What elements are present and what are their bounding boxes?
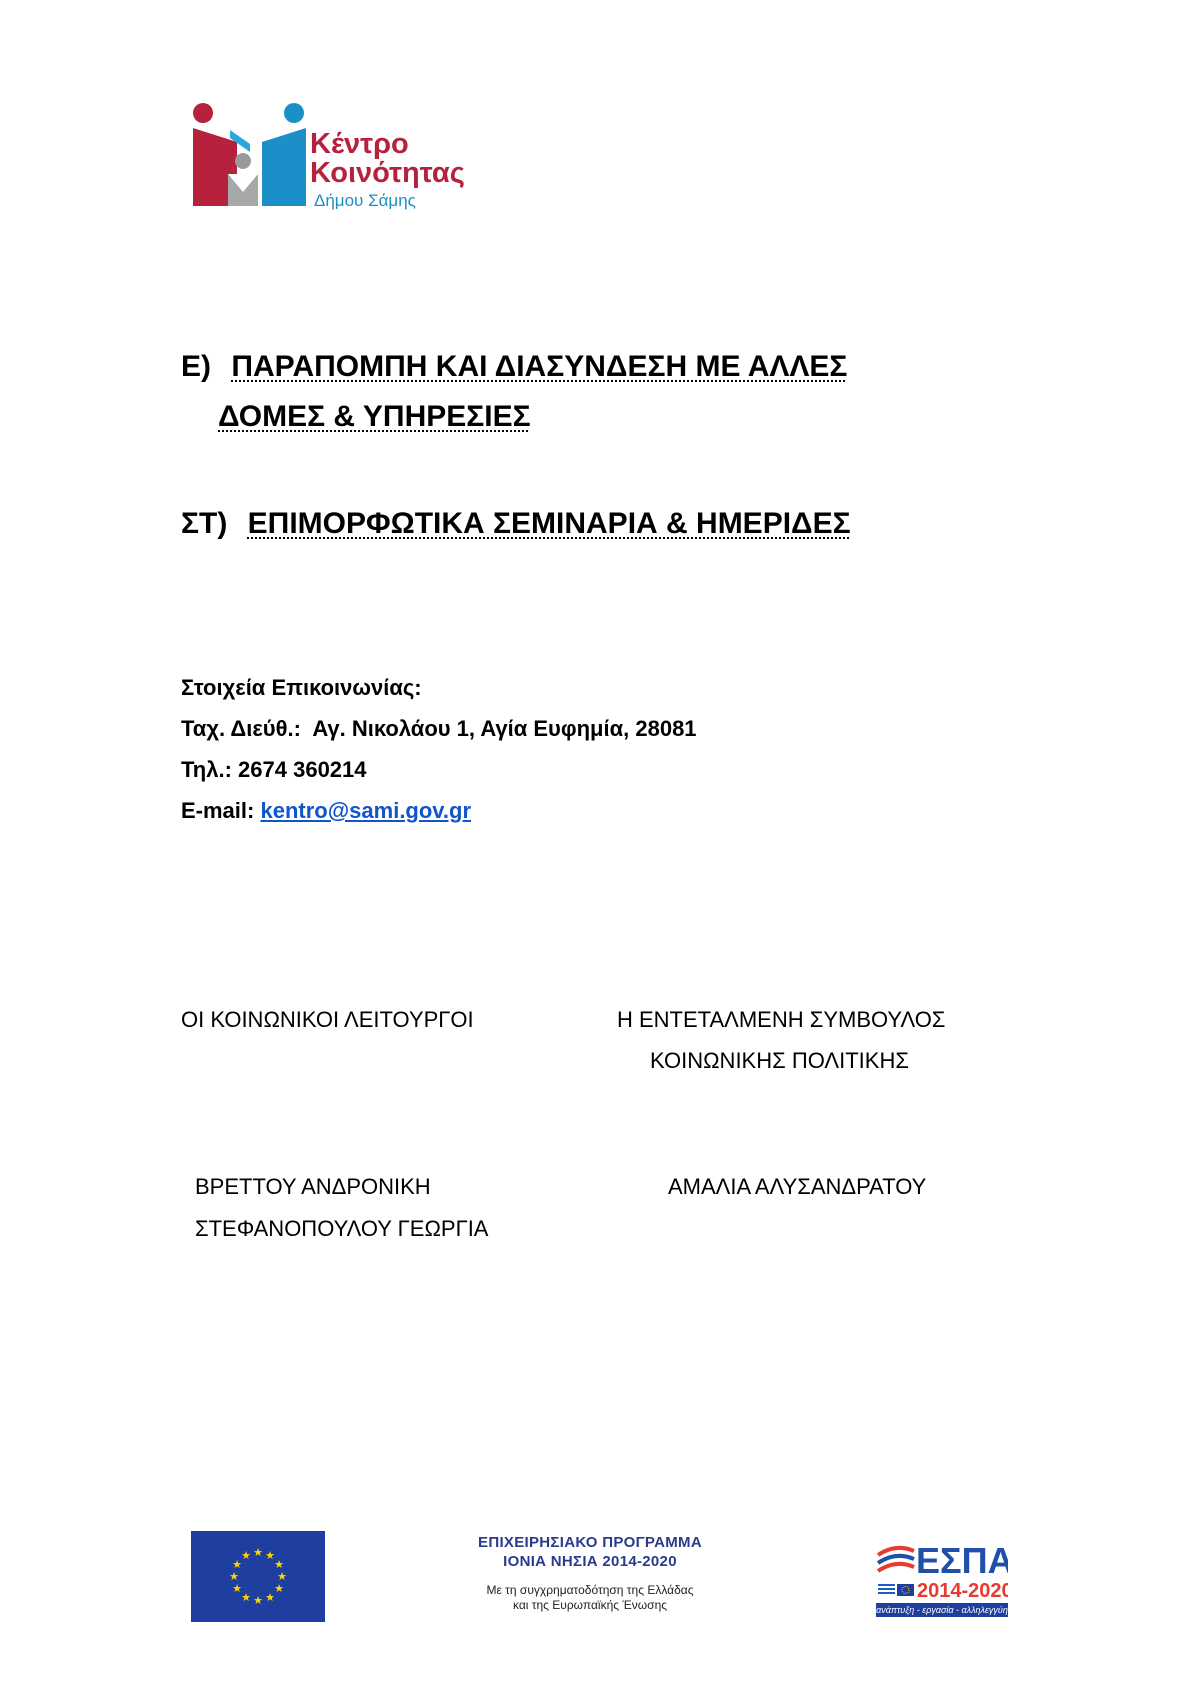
- section-st-line1: ΕΠΙΜΟΡΦΩΤΙΚΑ ΣΕΜΙΝΑΡΙΑ & ΗΜΕΡΙΔΕΣ: [247, 507, 851, 540]
- svg-text:★: ★: [229, 1570, 239, 1583]
- svg-text:★: ★: [253, 1594, 263, 1607]
- eu-flag-logo: [191, 1531, 325, 1622]
- logo-title-line2: Κοινότητας: [310, 157, 465, 189]
- svg-text:★: ★: [274, 1558, 284, 1571]
- address-value: Αγ. Νικολάου 1, Αγία Ευφημία, 28081: [312, 716, 697, 741]
- svg-text:★: ★: [232, 1582, 242, 1595]
- contact-email: [181, 798, 471, 824]
- program-line2: ΙΟΝΙΑ ΝΗΣΙΑ 2014-2020: [503, 1553, 677, 1570]
- email-label: E-mail:: [181, 798, 255, 823]
- email-link[interactable]: kentro@sami.gov.gr: [260, 798, 472, 823]
- social-worker-name-2: ΣΤΕΦΑΝΟΠΟΥΛΟΥ ΓΕΩΡΓΙΑ: [195, 1216, 489, 1241]
- councillor-name: ΑΜΑΛΙΑ ΑΛΥΣΑΝΔΡΑΤΟΥ: [668, 1174, 927, 1199]
- social-workers-title: ΟΙ ΚΟΙΝΩΝΙΚΟΙ ΛΕΙΤΟΥΡΓΟΙ: [181, 1007, 474, 1032]
- eu-stars-icon: [191, 1531, 325, 1622]
- kentro-koinotitas-logo: [190, 100, 490, 212]
- operational-programme-logo: [460, 1533, 720, 1613]
- address-label: Ταχ. Διεύθ.:: [181, 716, 301, 741]
- svg-text:★: ★: [253, 1546, 263, 1559]
- svg-text:★: ★: [277, 1570, 287, 1583]
- funding-line2: και της Ευρωπαϊκής Ένωσης: [512, 1598, 668, 1612]
- logo-subtitle: Δήμου Σάμης: [314, 191, 416, 210]
- svg-text:★: ★: [265, 1591, 275, 1604]
- espa-title: ΕΣΠΑ: [916, 1540, 1008, 1581]
- section-e-line2: ΔΟΜΕΣ & ΥΠΗΡΕΣΙΕΣ: [218, 400, 531, 433]
- councillor-title-line2: ΚΟΙΝΩΝΙΚΗΣ ΠΟΛΙΤΙΚΗΣ: [650, 1048, 909, 1073]
- section-e-heading-cont: [218, 400, 531, 434]
- svg-text:★: ★: [265, 1549, 275, 1562]
- section-e-line1: ΠΑΡΑΠΟΜΠΗ ΚΑΙ ΔΙΑΣΥΝΔΕΣΗ ΜΕ ΑΛΛΕΣ: [231, 350, 848, 383]
- contact-address: [181, 716, 697, 742]
- svg-text:★: ★: [241, 1591, 251, 1604]
- logo-title-line1: Κέντρο: [310, 128, 409, 160]
- espa-emblem-icon: [876, 1537, 1008, 1619]
- svg-text:★: ★: [274, 1582, 284, 1595]
- councillor-title-line1: Η ΕΝΤΕΤΑΛΜΕΝΗ ΣΥΜΒΟΥΛΟΣ: [617, 1007, 946, 1032]
- social-worker-name-1: ΒΡΕΤΤΟΥ ΑΝΔΡΟΝΙΚΗ: [195, 1174, 431, 1199]
- program-line1: ΕΠΙΧΕΙΡΗΣΙΑΚΟ ΠΡΟΓΡΑΜΜΑ: [478, 1534, 702, 1551]
- espa-logo: [876, 1537, 1008, 1619]
- phone-label: Τηλ.:: [181, 757, 232, 782]
- section-e-marker: Ε): [181, 350, 211, 383]
- funding-line1: Με τη συγχρηματοδότηση της Ελλάδας: [486, 1583, 694, 1597]
- espa-years: 2014-2020: [917, 1580, 1008, 1602]
- svg-text:★: ★: [241, 1549, 251, 1562]
- section-st-heading: [181, 507, 851, 541]
- espa-tagline: ανάπτυξη - εργασία - αλληλεγγύη: [876, 1605, 1008, 1615]
- logo-figures-icon: [190, 100, 310, 212]
- contact-heading: Στοιχεία Επικοινωνίας:: [181, 675, 422, 700]
- phone-value: 2674 360214: [238, 757, 367, 782]
- section-st-marker: ΣΤ): [181, 507, 228, 540]
- section-e-heading: [181, 350, 847, 384]
- svg-text:★: ★: [232, 1558, 242, 1571]
- contact-phone: [181, 757, 367, 783]
